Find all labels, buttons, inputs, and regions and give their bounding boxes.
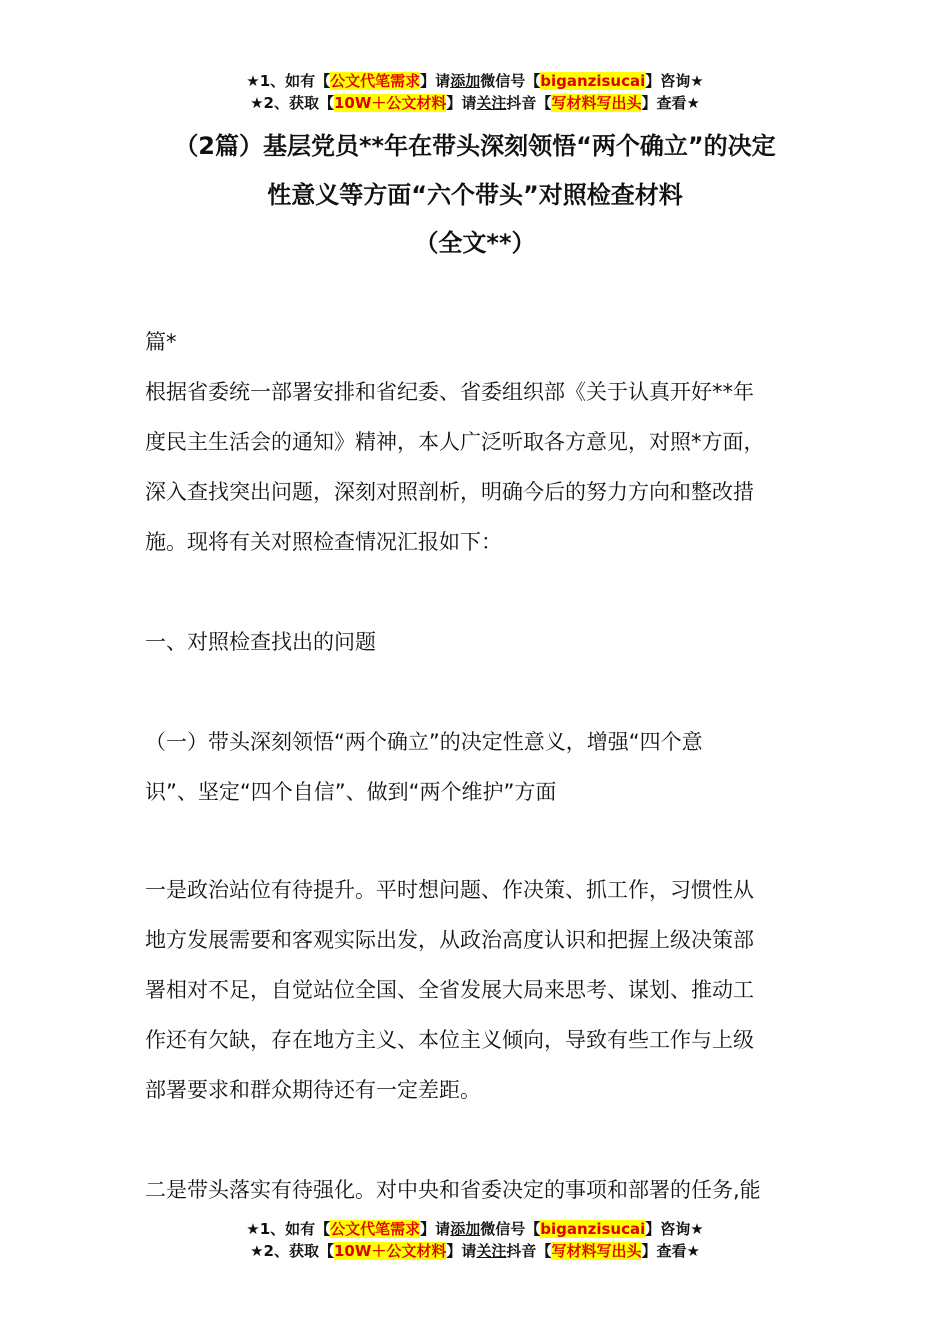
promo-notice-bottom [0, 1218, 950, 1262]
promo-text: 】请 [420, 1220, 451, 1238]
subsection-heading [145, 717, 815, 817]
promo-line-2 [0, 92, 950, 114]
document-title-line-2: 性意义等方面“六个带头”对照检查材料 [267, 181, 683, 209]
promo-text: 抖音【 [506, 1242, 552, 1260]
promo-highlight: 公文代笔需求 [330, 1220, 421, 1238]
text-line: 深入查找突出问题，深刻对照剖析，明确今后的努力方向和整改措 [145, 480, 754, 504]
text-line: 部署要求和群众期待还有一定差距。 [145, 1078, 481, 1102]
problem-paragraph-2 [145, 1165, 815, 1215]
promo-text: 微信号【 [480, 72, 541, 90]
document-title-line-1: （2篇）基层党员**年在带头深刻领悟“两个确立”的决定 [174, 132, 776, 160]
promo-line-1 [0, 1218, 950, 1240]
promo-highlight: 写材料写出头 [551, 1242, 642, 1260]
promo-highlight: 公文代笔需求 [330, 72, 421, 90]
promo-notice-top [0, 70, 950, 114]
promo-highlight: 写材料写出头 [551, 94, 642, 112]
text-line: 二是带头落实有待强化。对中央和省委决定的事项和部署的任务,能 [145, 1178, 761, 1202]
promo-underline: 添加 [450, 1220, 481, 1238]
promo-text: 】咨询★ [645, 72, 704, 90]
problem-paragraph-1 [145, 865, 815, 1115]
promo-text: 】请 [446, 1242, 477, 1260]
promo-text: ★1、如有【 [246, 1220, 331, 1238]
text-line: 署相对不足，自觉站位全国、全省发展大局来思考、谋划、推动工 [145, 978, 754, 1002]
text-line: 作还有欠缺，存在地方主义、本位主义倾向，导致有些工作与上级 [145, 1028, 754, 1052]
document-title-line-3: （全文**） [414, 229, 536, 257]
intro-paragraph [145, 367, 815, 567]
promo-text: 抖音【 [506, 94, 552, 112]
section-heading [145, 617, 815, 667]
promo-underline: 添加 [450, 72, 481, 90]
text-line: 篇* [145, 330, 177, 354]
text-line: 一、对照检查找出的问题 [145, 630, 376, 654]
text-line: 度民主生活会的通知》精神，本人广泛听取各方意见，对照*方面， [145, 430, 765, 454]
promo-text: ★2、获取【 [250, 1242, 334, 1260]
promo-highlight: biganzisucai [540, 1220, 646, 1238]
promo-text: 】查看★ [641, 94, 700, 112]
promo-underline: 关注 [476, 94, 507, 112]
promo-text: 】咨询★ [645, 1220, 704, 1238]
promo-line-1 [0, 70, 950, 92]
promo-text: 微信号【 [480, 1220, 541, 1238]
text-line: 根据省委统一部署安排和省纪委、省委组织部《关于认真开好**年 [145, 380, 754, 404]
promo-line-2 [0, 1240, 950, 1262]
promo-text: 】请 [446, 94, 477, 112]
promo-text: ★2、获取【 [250, 94, 334, 112]
text-line: 施。现将有关对照检查情况汇报如下： [145, 530, 502, 554]
promo-text: ★1、如有【 [246, 72, 331, 90]
promo-underline: 关注 [476, 1242, 507, 1260]
text-line: 地方发展需要和客观实际出发，从政治高度认识和把握上级决策部 [145, 928, 754, 952]
promo-highlight: 10W＋公文材料 [333, 1242, 447, 1260]
promo-highlight: 10W＋公文材料 [333, 94, 447, 112]
promo-text: 】查看★ [641, 1242, 700, 1260]
promo-text: 】请 [420, 72, 451, 90]
text-line: （一）带头深刻领悟“两个确立”的决定性意义，增强“四个意 [145, 730, 703, 754]
text-line: 识”、坚定“四个自信”、做到“两个维护”方面 [145, 780, 557, 804]
promo-highlight: biganzisucai [540, 72, 646, 90]
chapter-label [145, 317, 815, 367]
text-line: 一是政治站位有待提升。平时想问题、作决策、抓工作，习惯性从 [145, 878, 754, 902]
